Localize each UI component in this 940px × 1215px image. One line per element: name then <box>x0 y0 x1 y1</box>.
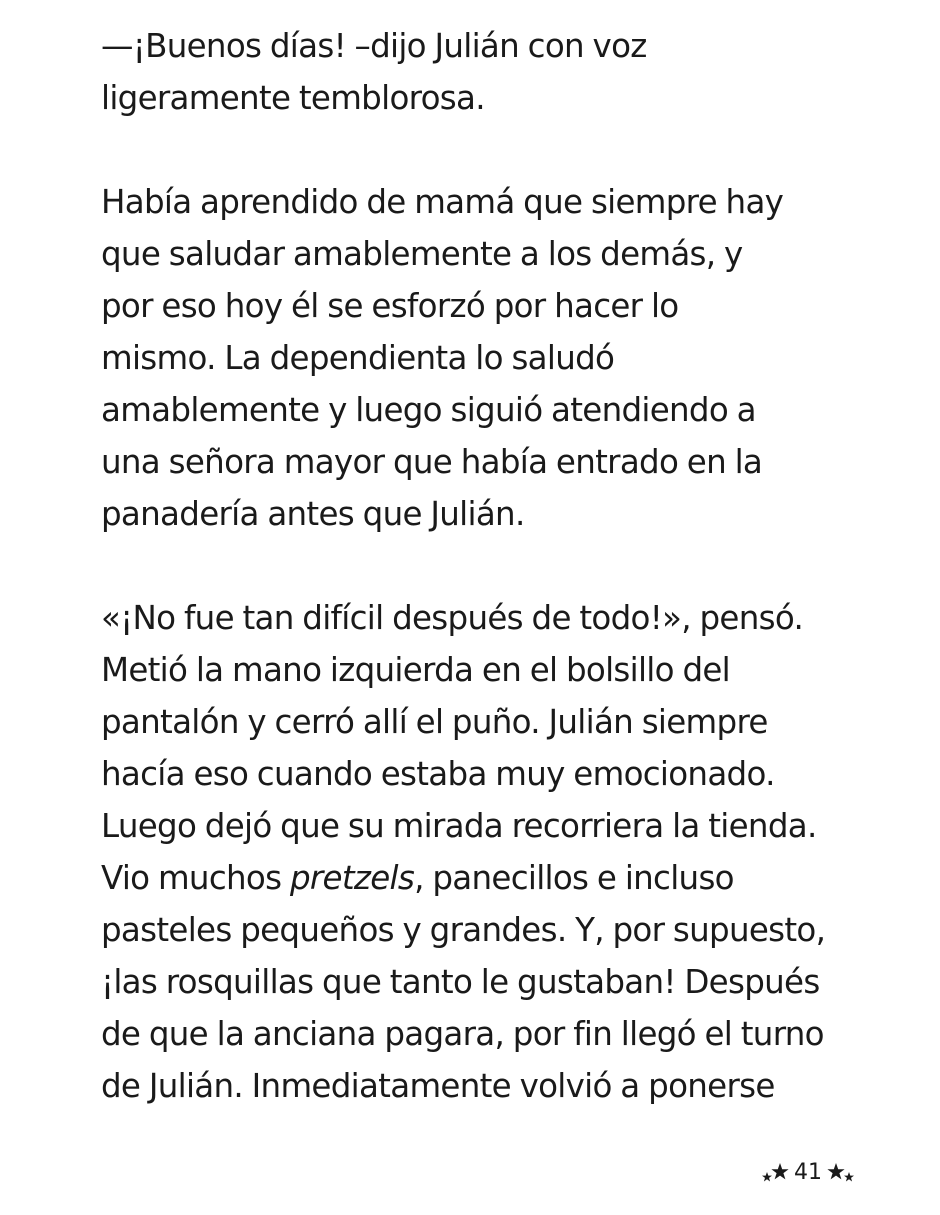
text-line: que saludar amablemente a los demás, y <box>101 235 743 273</box>
text-line: Luego dejó que su mirada recorriera la tienda. <box>101 807 817 845</box>
text-line: ligeramente temblorosa. <box>101 79 485 117</box>
paragraph-2 <box>101 176 881 540</box>
star-cluster-icon <box>760 1161 790 1185</box>
text-line: pantalón y cerró allí el puño. Julián siempre <box>101 703 768 741</box>
text-line: mismo. La dependienta lo saludó <box>101 339 615 377</box>
page-body <box>101 20 881 1112</box>
text-line: Había aprendido de mamá que siempre hay <box>101 183 784 221</box>
paragraph-1 <box>101 20 881 124</box>
text-line: una señora mayor que había entrado en la <box>101 443 763 481</box>
paragraph-gap <box>101 124 881 176</box>
italic-word: pretzels <box>289 859 415 897</box>
text-run: , panecillos e incluso <box>414 859 734 897</box>
text-line: pasteles pequeños y grandes. Y, por supuesto, <box>101 911 826 949</box>
text-line: amablemente y luego siguió atendiendo a <box>101 391 756 429</box>
text-line: panadería antes que Julián. <box>101 495 525 533</box>
text-line: ¡las rosquillas que tanto le gustaban! Después <box>101 963 820 1001</box>
text-line: hacía eso cuando estaba muy emocionado. <box>101 755 775 793</box>
text-line: Metió la mano izquierda en el bolsillo del <box>101 651 731 689</box>
star-cluster-icon <box>826 1161 856 1185</box>
paragraph-3 <box>101 592 881 1112</box>
text-line-with-italic <box>101 852 881 904</box>
page-footer <box>760 1160 856 1185</box>
text-line: por eso hoy él se esforzó por hacer lo <box>101 287 679 325</box>
text-line: de Julián. Inmediatamente volvió a ponerse <box>101 1067 775 1105</box>
text-line: «¡No fue tan difícil después de todo!», pensó. <box>101 599 804 637</box>
page-number: 41 <box>794 1160 822 1185</box>
text-line: de que la anciana pagara, por fin llegó el turno <box>101 1015 824 1053</box>
text-run: Vio muchos <box>101 859 290 897</box>
paragraph-gap <box>101 540 881 592</box>
text-line: —¡Buenos días! –dijo Julián con voz <box>101 27 647 65</box>
